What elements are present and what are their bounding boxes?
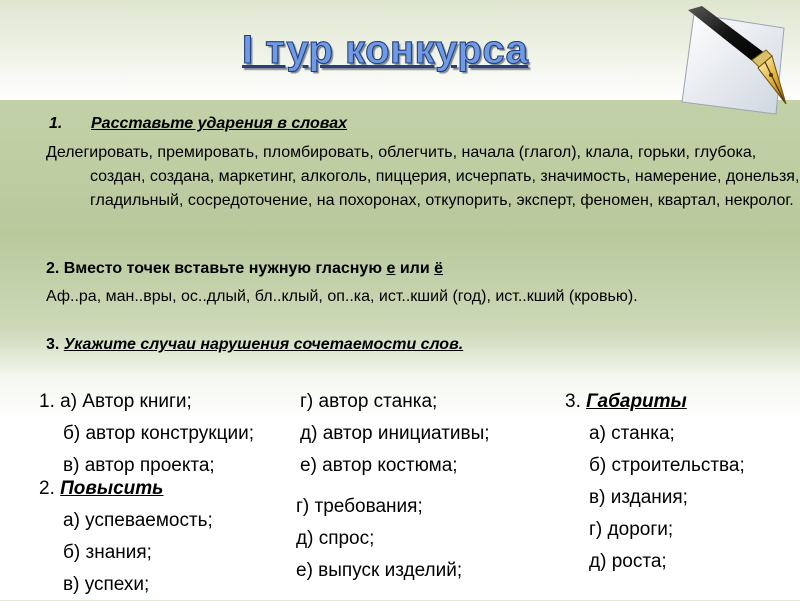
list-item: а) станка;: [589, 423, 675, 444]
task2-heading: [46, 260, 443, 278]
task2-letter-yo: ё: [434, 260, 444, 277]
list-item: в) успехи;: [63, 574, 150, 595]
exercise2-number: 2.: [39, 478, 55, 499]
exercise1-column1: [39, 386, 254, 482]
task3-number: 3.: [46, 336, 60, 353]
task1-number: 1.: [49, 115, 63, 132]
task3-heading: [46, 336, 463, 354]
list-item: г) требования;: [296, 496, 423, 517]
list-item: г) автор станка;: [300, 391, 438, 412]
list-item: б) строительства;: [589, 455, 745, 476]
exercise3-heading: [565, 386, 745, 418]
exercise2-column1: [39, 473, 213, 601]
list-item: д) спрос;: [296, 528, 375, 549]
exercise2-heading: [39, 473, 213, 505]
list-item: е) автор костюма;: [300, 455, 458, 476]
task2-heading-text: 2. Вместо точек вставьте нужную гласную: [46, 260, 382, 277]
list-item: а) успеваемость;: [63, 510, 213, 531]
task1-words: Делегировать, премировать, пломбировать, облегчить, начала (глагол), клала, горьки, глубока, создан, создана, маркетинг, алкоголь, пиццерия, исчерпать, значимость, намерение, донельзя, гладильный, сосредоточение, на похоронах, откупорить, эксперт, феномен, квартал, некролог.: [46, 144, 800, 209]
task2-letter-e: е: [386, 260, 396, 277]
task1-heading-text: Расставьте ударения в словах: [91, 115, 348, 132]
list-item: в) автор проекта;: [63, 455, 215, 476]
task3-heading-text: Укажите случаи нарушения сочетаемости слов.: [63, 336, 464, 353]
exercise3-column: [565, 386, 745, 578]
exercise3-word: Габариты: [586, 391, 687, 412]
list-item: б) знания;: [63, 542, 152, 563]
list-item: д) роста;: [589, 551, 667, 572]
list-item: г) дороги;: [589, 519, 674, 540]
fountain-pen-icon: [668, 6, 790, 118]
exercise3-number: 3.: [565, 391, 581, 412]
task1-heading: [49, 115, 347, 133]
list-item: д) автор инициативы;: [300, 423, 490, 444]
list-item: е) выпуск изделий;: [296, 560, 463, 581]
slide-title: I тур конкурса: [242, 28, 529, 72]
task2-words: Аф..ра, ман..вры, ос..длый, бл..клый, оп..ка, ист..кший (год), ист..кший (кровью).: [46, 288, 638, 305]
task2-or: или: [399, 260, 430, 277]
list-item: б) автор конструкции;: [63, 423, 254, 444]
exercise1-column2: [300, 386, 490, 482]
exercise2-column2: [296, 491, 462, 587]
exercise2-word: Повысить: [60, 478, 164, 499]
list-item: 1. а) Автор книги;: [39, 391, 192, 412]
list-item: в) издания;: [589, 487, 688, 508]
